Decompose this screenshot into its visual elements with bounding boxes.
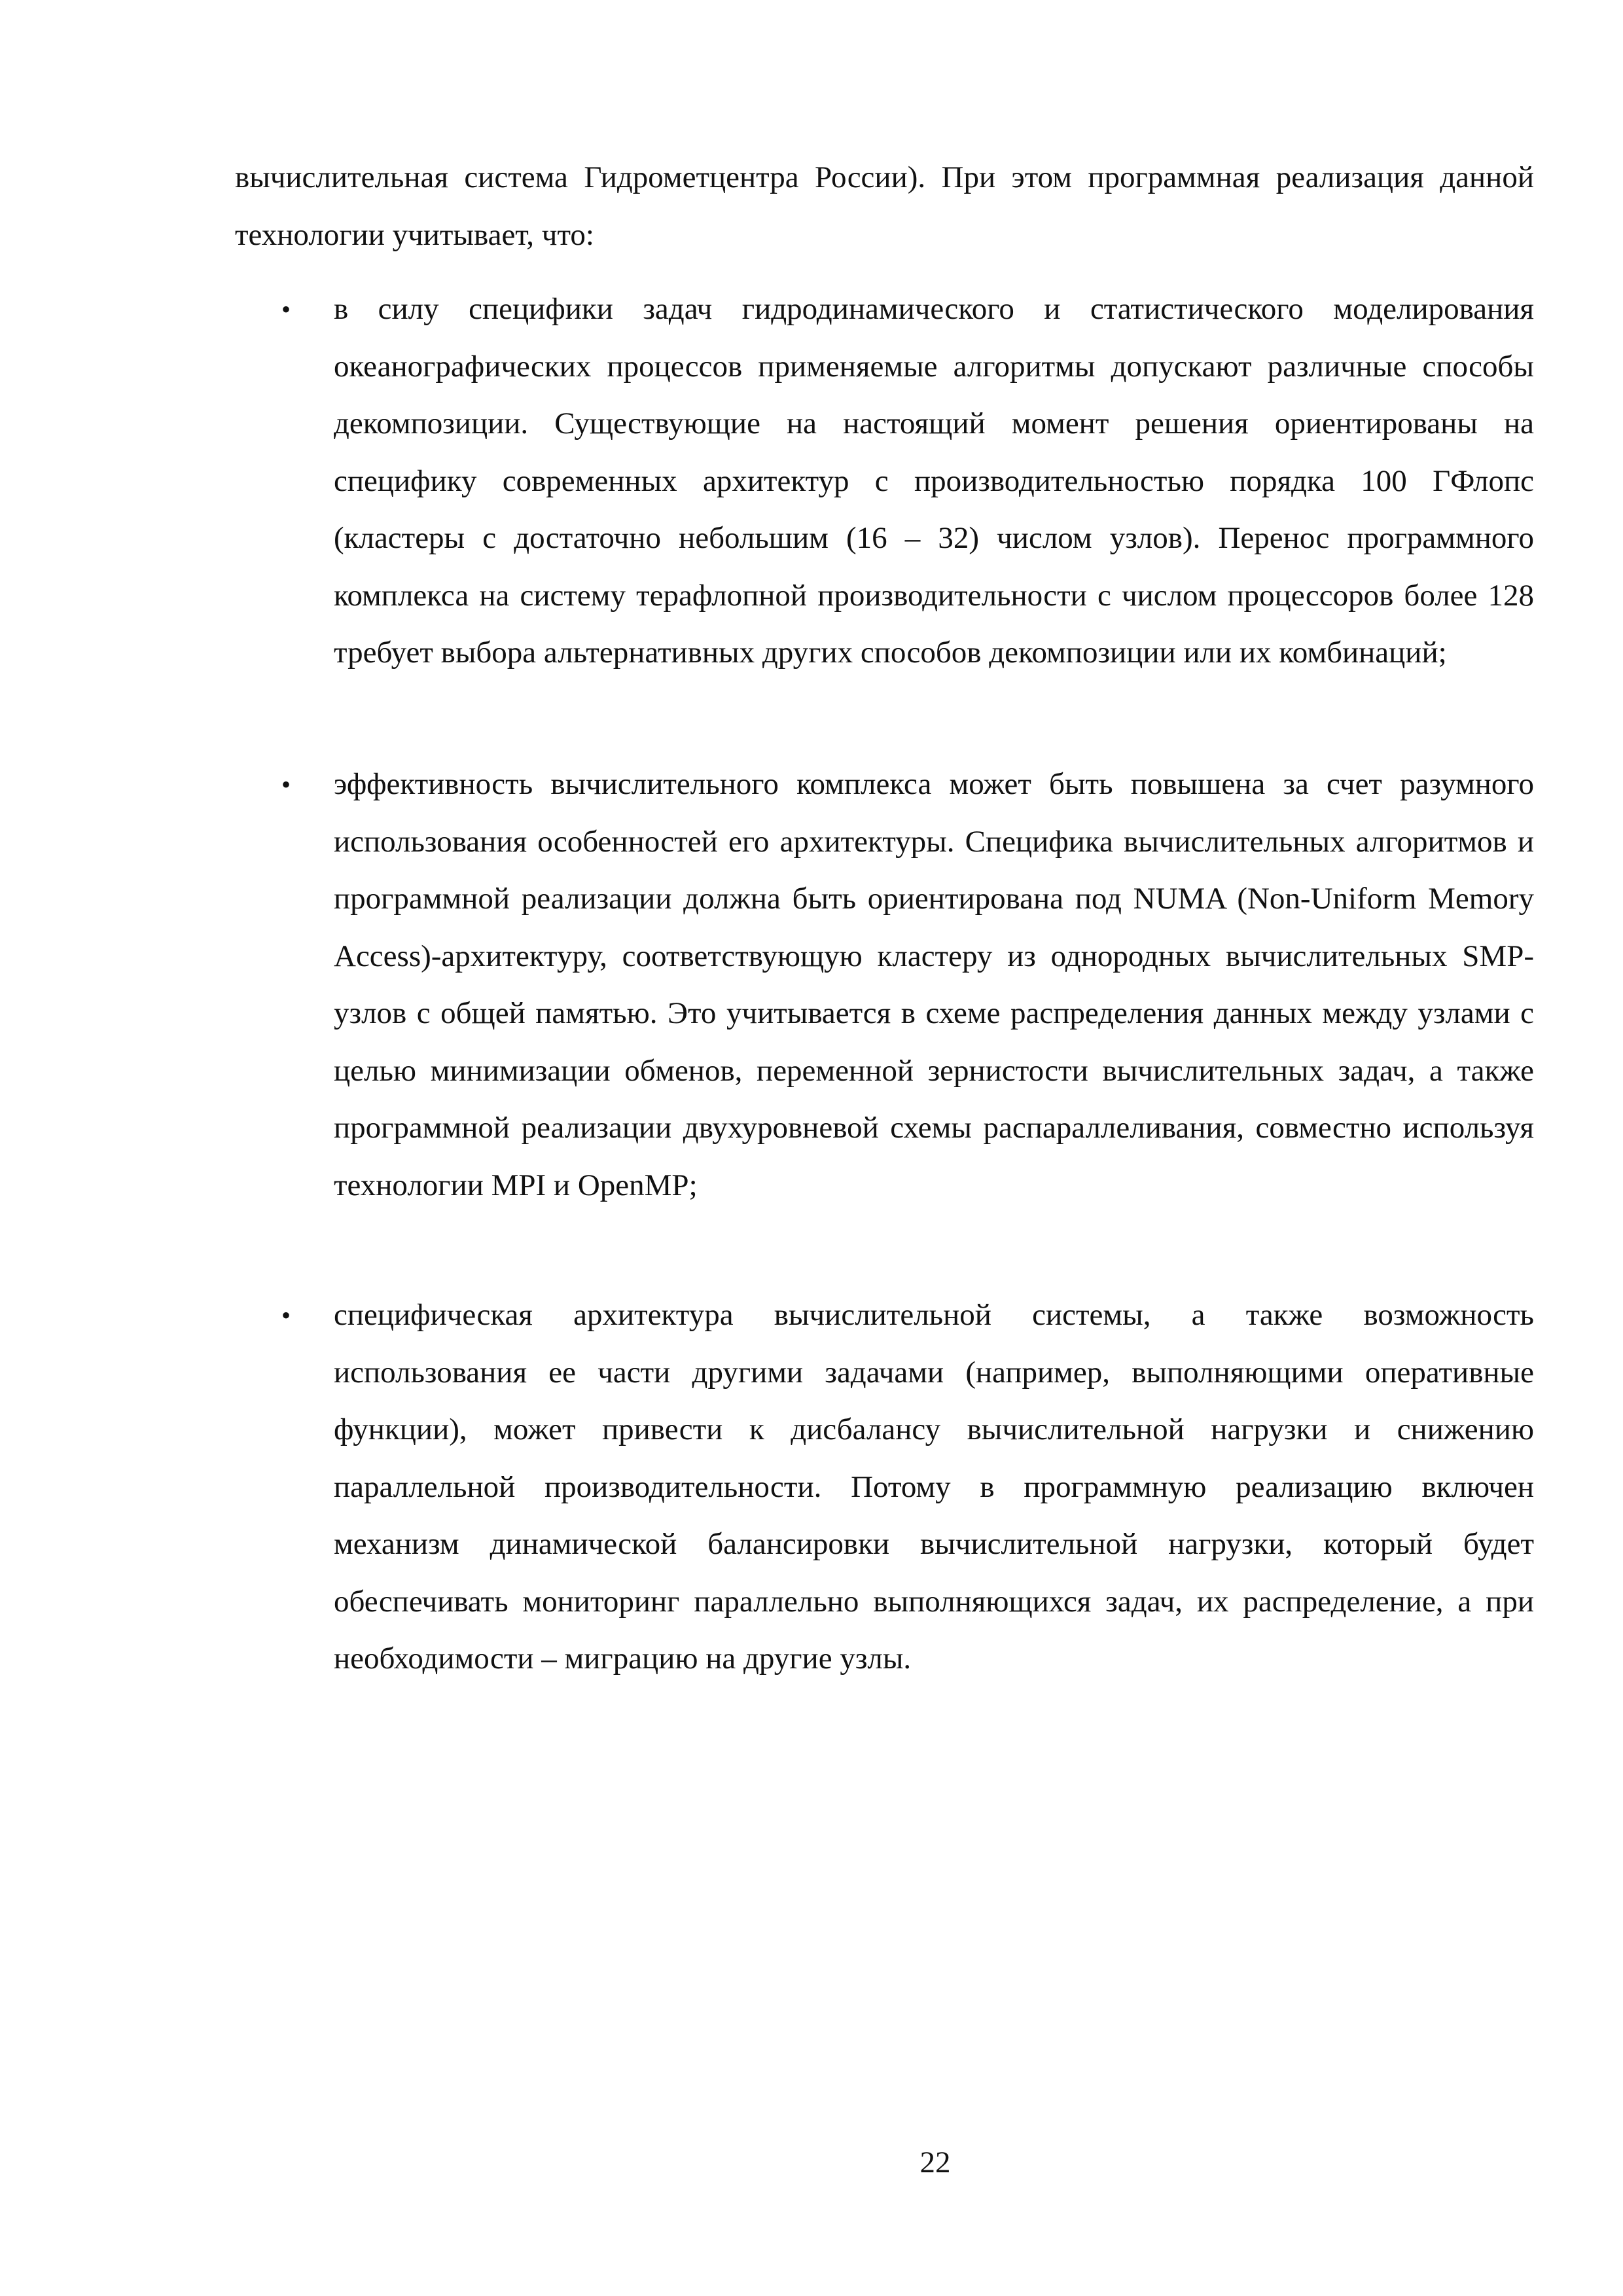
list-item-text: специфическая архитектура вычислительной системы, а также возможность использования ее части другими задачами (например, выполняющими оперативные функции), может привести к дисбалансу вычислительной нагрузки и снижению параллельной производительности. Потому в программную реализацию включен механизм динамической балансировки вычислительной нагрузки, который будет обеспечивать мониторинг параллельно выполняющихся задач, их распределение, а при необходимости – миграцию на другие узлы. (334, 1298, 1534, 1676)
intro-paragraph: вычислительная система Гидрометцентра России). При этом программная реализация данной технологии учитывает, что: (235, 160, 1534, 252)
bullet-icon: • (281, 770, 291, 799)
list-item-text: эффективность вычислительного комплекса может быть повышена за счет разумного использования особенностей его архитектуры. Специфика вычислительных алгоритмов и программной реализации должна быть ориентирована под NUMA (Non-Uniform Memory Access)-архитектуру, соответствующую кластеру из однородных вычислительных SMP-узлов с общей памятью. Это учитывается в схеме распределения данных между узлами с целью минимизации обменов, переменной зернистости вычислительных задач, а также программной реализации двухуровневой схемы распараллеливания, совместно используя технологии MPI и OpenMP; (334, 767, 1534, 1202)
bullet-icon: • (281, 1300, 291, 1330)
bullet-icon: • (281, 295, 291, 324)
list-item-text: в силу специфики задач гидродинамического и статистического моделирования океанографических процессов применяемые алгоритмы допускают различные способы декомпозиции. Существующие на настоящий момент решения ориентированы на специфику современных архитектур с производительностью порядка 100 ГФлопс (кластеры с достаточно небольшим (16 – 32) числом узлов). Перенос программного комплекса на систему терафлопной производительности с числом процессоров более 128 требует выбора альтернативных других способов декомпозиции или их комбинаций; (334, 292, 1534, 670)
page-number: 22 (919, 2145, 951, 2179)
